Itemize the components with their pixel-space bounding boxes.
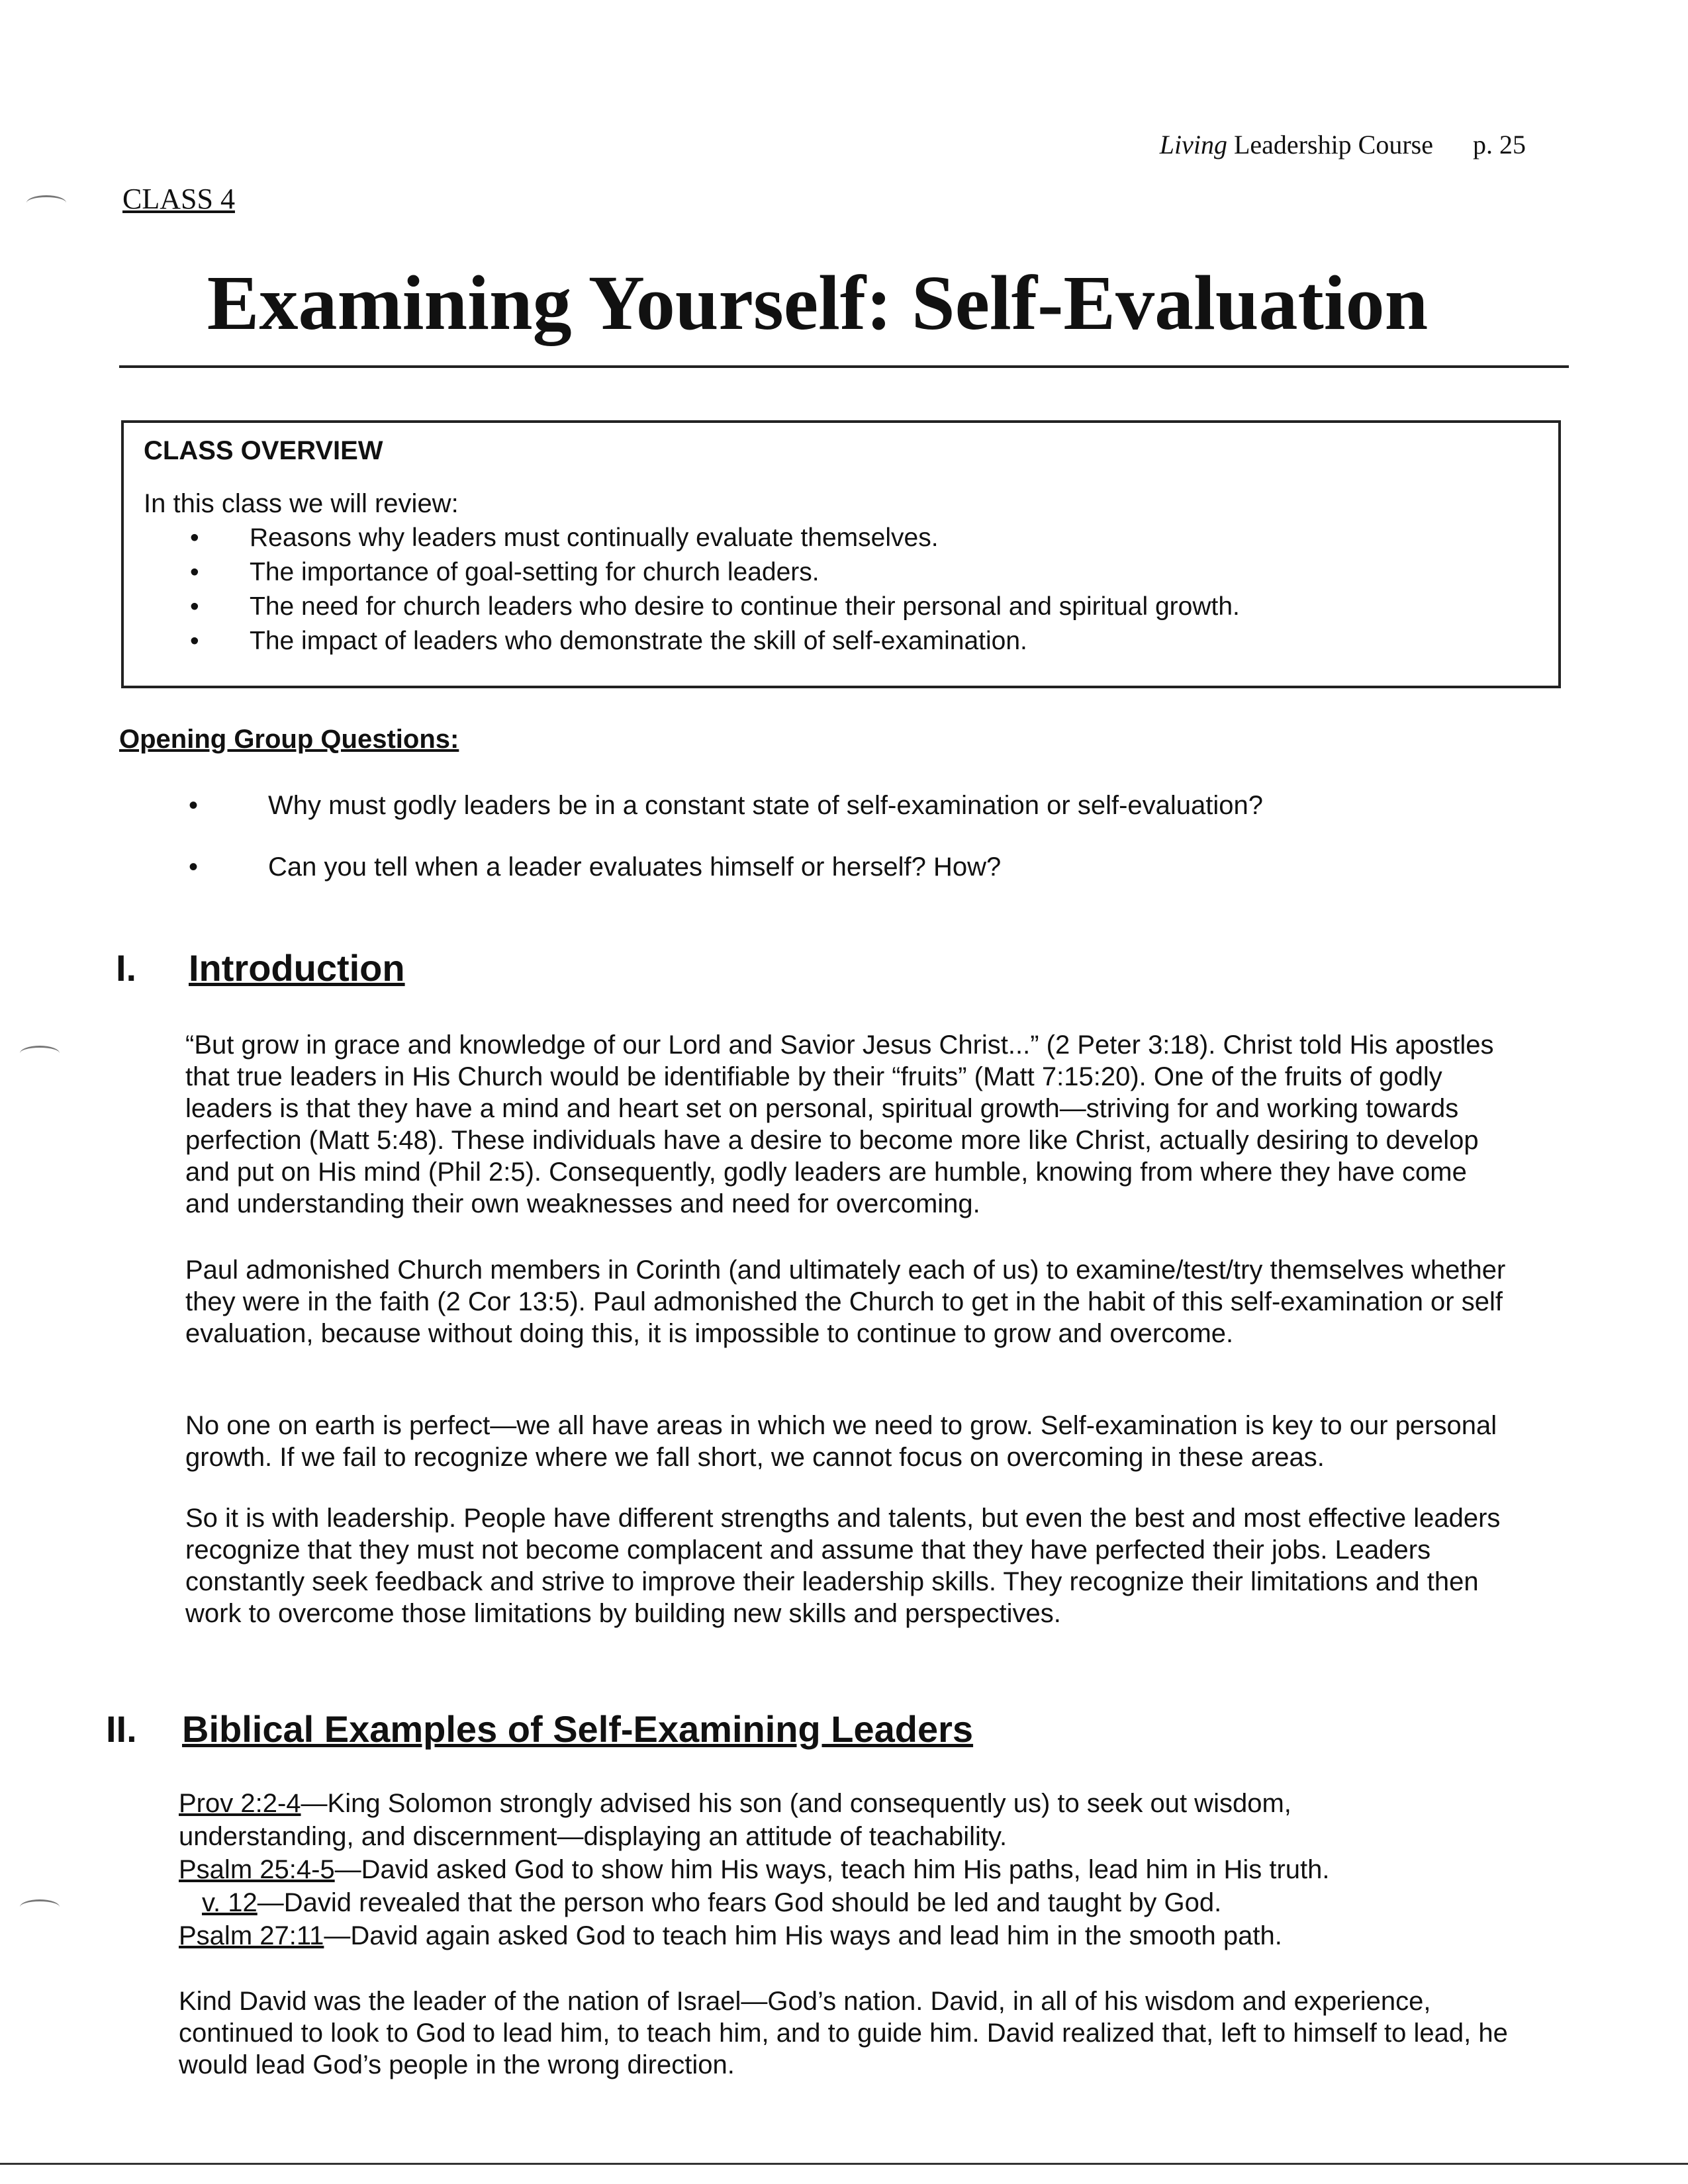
class-overview-box (121, 420, 1561, 688)
intro-paragraph: No one on earth is perfect—we all have areas in which we need to grow. Self-examination is key to our personal growth. If we fail to recognize where we fall short, we cannot focus on overcoming in these areas. (185, 1411, 1497, 1472)
scripture-note-continued: understanding, and discernment—displaying an attitude of teachability. (179, 1822, 1008, 1851)
scan-mark (20, 1046, 60, 1061)
overview-item: • The need for church leaders who desire to continue their personal and spiritual growth. (190, 590, 1240, 624)
scan-mark (20, 1899, 60, 1915)
scripture-example (179, 1919, 1523, 1952)
scripture-example (179, 1787, 1523, 1853)
scripture-reference: v. 12 (202, 1888, 258, 1917)
opening-questions-list (189, 791, 1263, 914)
intro-paragraph: So it is with leadership. People have different strengths and talents, but even the best and most effective leaders recognize that they must not become complacent and assume that they have perfected their jobs. Leaders constantly seek feedback and strive to improve their leadership skills. They recognize their limitations and then work to overcome those limitations by building new skills and perspectives. (185, 1504, 1501, 1628)
scripture-note: —David revealed that the person who fears God should be led and taught by God. (257, 1888, 1222, 1917)
scripture-reference: Psalm 25:4-5 (179, 1855, 335, 1884)
course-name-italic: Living (1159, 130, 1227, 159)
page-number: p. 25 (1473, 130, 1526, 159)
section-1-numeral: I. (116, 947, 137, 989)
closing-paragraph: Kind David was the leader of the nation of Israel—God’s nation. David, in all of his wisdom and experience, continued to look to God to lead him, to teach him, and to guide him. David realized that, left to himself to lead, he would lead God’s people in the wrong direction. (179, 1987, 1508, 2079)
overview-list (190, 521, 1240, 659)
overview-intro: In this class we will review: (144, 489, 459, 518)
question-item: • Why must godly leaders be in a constant state of self-examination or self-evaluation? (189, 791, 1263, 821)
course-name-rest: Leadership Course (1227, 130, 1433, 159)
page-bottom-edge (0, 2163, 1688, 2165)
intro-paragraph: “But grow in grace and knowledge of our Lord and Savior Jesus Christ...” (2 Peter 3:18). Christ told His apostles that true leaders in His Church would be identifiable by their “fruits” (Matt 7:15:20). One of the fruits of godly leaders is that they have a mind and heart set on personal, spiritual growth—striving for and working towards perfection (Matt 5:48). These individuals have a desire to become more like Christ, actually desiring to develop and put on His mind (Phil 2:5). Consequently, godly leaders are humble, knowing from where they have come and understanding their own weaknesses and need for overcoming. (185, 1030, 1494, 1218)
title-divider (119, 365, 1569, 368)
overview-item: • Reasons why leaders must continually evaluate themselves. (190, 521, 1240, 555)
section-2-title: Biblical Examples of Self-Examining Leaders (182, 1708, 974, 1750)
class-label: CLASS 4 (122, 183, 235, 215)
opening-questions-label: Opening Group Questions: (119, 725, 459, 754)
page-title: Examining Yourself: Self-Evaluation (207, 259, 1429, 346)
scripture-note: —David asked God to show him His ways, teach him His paths, lead him in His truth. (334, 1855, 1330, 1884)
scan-mark (26, 195, 66, 210)
scripture-note: —David again asked God to teach him His ways and lead him in the smooth path. (324, 1921, 1282, 1950)
scripture-example (179, 1853, 1523, 1886)
section-1-title: Introduction (189, 947, 405, 989)
overview-item: • The impact of leaders who demonstrate the skill of self-examination. (190, 624, 1240, 659)
section-2-numeral: II. (106, 1708, 137, 1750)
scripture-reference: Psalm 27:11 (179, 1921, 324, 1950)
intro-paragraph: Paul admonished Church members in Corinth (and ultimately each of us) to examine/test/try themselves whether they were in the faith (2 Cor 13:5). Paul admonished the Church to get in the habit of this self-examination or self evaluation, because without doing this, it is impossible to continue to grow and overcome. (185, 1255, 1506, 1348)
scripture-reference: Prov 2:2-4 (179, 1789, 301, 1818)
overview-item: • The importance of goal-setting for church leaders. (190, 555, 1240, 590)
question-item: • Can you tell when a leader evaluates himself or herself? How? (189, 852, 1263, 882)
overview-heading: CLASS OVERVIEW (144, 436, 383, 465)
scripture-examples (179, 1787, 1523, 1952)
running-header (1160, 129, 1526, 160)
scripture-example (179, 1886, 1523, 1919)
scripture-note: —King Solomon strongly advised his son (and consequently us) to seek out wisdom, (301, 1789, 1291, 1818)
